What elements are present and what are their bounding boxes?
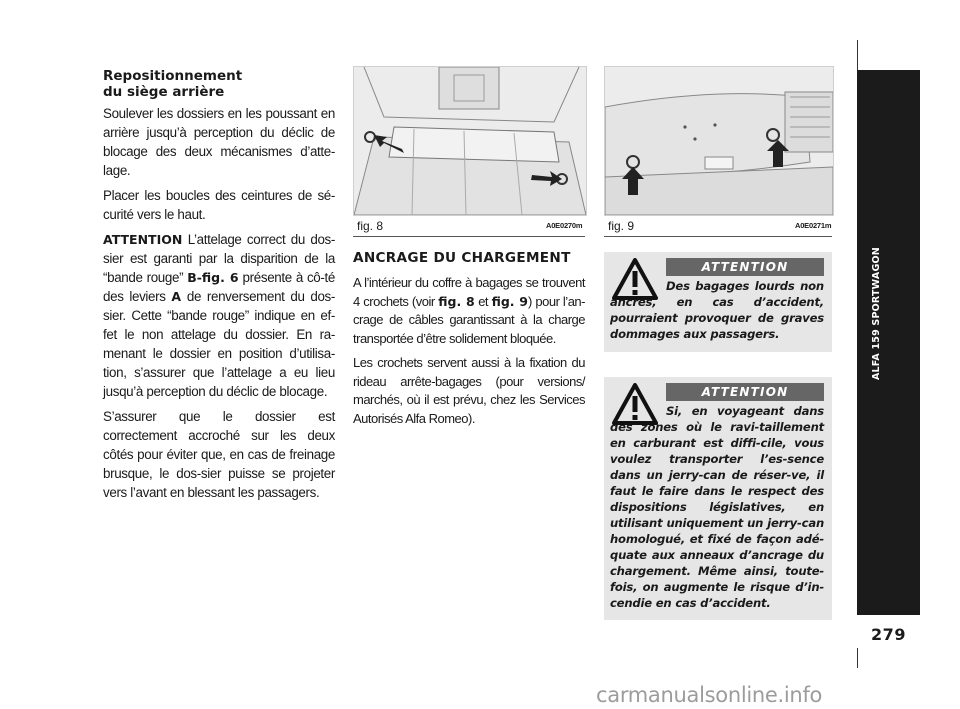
warning-label: ATTENTION <box>666 383 824 401</box>
attention-keyword: ATTENTION <box>103 232 183 247</box>
anchoring-text-b: ) pour l’an-crage de câbles garantissant à la charge transportée d’être solidement bloquée. <box>353 293 585 346</box>
figure-9-code: A0E0271m <box>795 221 832 230</box>
figure-reference: fig. 9 <box>491 293 529 309</box>
figure-9-label: fig. 9 <box>608 219 635 233</box>
paragraph-2: Placer les boucles des ceintures de sé-curité vers le haut. <box>103 188 335 222</box>
sidebar-strip <box>857 70 920 615</box>
figure-8-illustration <box>353 66 587 216</box>
anchoring-text-a: A l’intérieur du coffre à bagages se trouvent 4 crochets (voir <box>353 275 585 309</box>
figure-8-label: fig. 8 <box>357 219 384 233</box>
attention-text-c: de renversement du dos-sier. Cette “bande rouge” indique en ef-fet le non attelage du dossier. En ra-menant le dossier en position d’utilisa-tion, s’assurer que l’attelage a eu lieu jusqu’à perception du déclic de blocage. <box>103 289 335 399</box>
warning-triangle-icon <box>612 383 658 425</box>
paragraph-attention <box>103 230 335 401</box>
figure-reference: fig. 8 <box>438 293 475 309</box>
sidebar-top-line <box>857 40 858 70</box>
warning-box <box>604 252 832 352</box>
warning-triangle-icon <box>612 258 658 300</box>
anchoring-paragraph-2: Les crochets servent aussi à la fixation du rideau arrête-bagages (pour versions/ marchés, où il est prévu, chez les Services Autorisés Alfa Romeo). <box>353 355 585 426</box>
attention-text-a: L’attelage correct du dos-sier est garanti par la disparition de la “bande rouge” <box>103 232 335 285</box>
paragraph-1: Soulever les dossiers en les poussant en arrière jusqu’à perception du déclic de blocage des deux mécanismes d’atte-lage. <box>103 106 335 178</box>
warning-text: Si, en voyageant dans des zones où le ravi-taillement en carburant est diffi-cile, vous voulez transporter l’es-sence dans un jerry-can de réser-ve, il faut le faire dans le respect des dispositions législatives, en utilisant uniquement un jerry-can homologué, et fixé de façon adé-quate aux anneaux d’ancrage du chargement. Même ainsi, toute-fois, on augmente le risque d’in-cendie en cas d’accident. <box>610 404 824 610</box>
sidebar-bottom-line <box>857 648 858 668</box>
section-title: ANCRAGE DU CHARGEMENT <box>353 250 571 266</box>
figure-reference: B-fig. 6 <box>187 270 239 285</box>
middle-column <box>353 250 585 434</box>
anchoring-text-mid: et <box>474 293 492 309</box>
anchoring-paragraph-1 <box>353 274 585 348</box>
left-column <box>103 68 335 508</box>
paragraph-4: S’assurer que le dossier est correctement accroché sur les deux côtés pour éviter que, en cas de freinage brusque, le dos-sier puisse se projeter vers l’avant en blessant les passagers. <box>103 409 335 500</box>
figure-8-code: A0E0270m <box>546 221 583 230</box>
section-heading <box>103 68 335 100</box>
sidebar-title-text: ALFA 159 SPORTWAGON <box>871 247 882 380</box>
heading-line-2: du siège arrière <box>103 84 225 100</box>
attention-text-b: présente à cô-té des leviers <box>103 270 335 304</box>
heading-line-1: Repositionnement <box>103 68 243 84</box>
page-number: 279 <box>871 625 906 644</box>
warning-box <box>604 377 832 620</box>
figure-9-illustration <box>604 66 834 216</box>
lever-reference: A <box>171 289 182 304</box>
warning-text: Des bagages lourds non ancrés, en cas d’accident, pourraient provoquer de graves dommages aux passagers. <box>610 279 824 341</box>
watermark-text: carmanualsonline.info <box>596 683 823 707</box>
trunk-side-drawing <box>605 67 833 215</box>
figure-8-divider <box>353 236 585 237</box>
figure-9-divider <box>604 236 832 237</box>
warning-label: ATTENTION <box>666 258 824 276</box>
trunk-floor-drawing <box>354 67 586 215</box>
